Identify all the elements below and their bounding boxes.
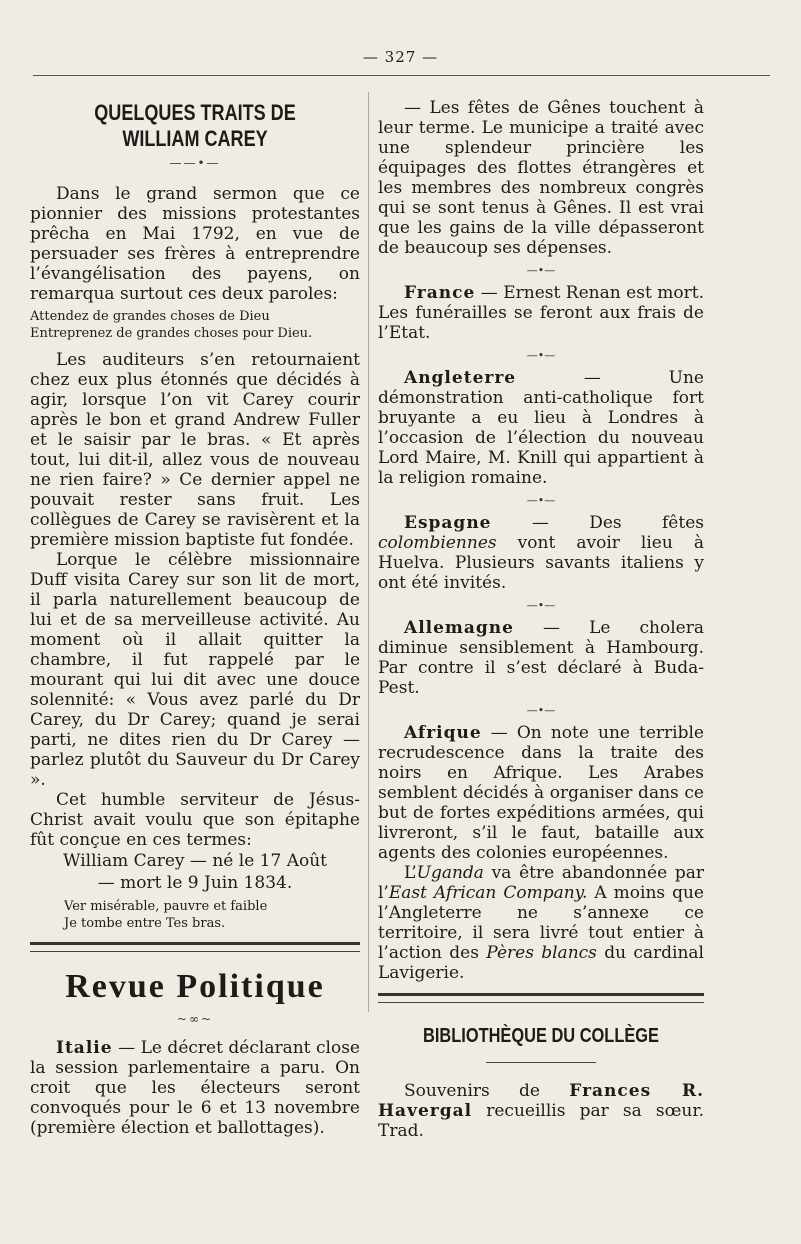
title-ornament: ——•— — [169, 156, 221, 170]
france-text: — Ernest Renan est mort. Les funérailles se feront aux frais de l’Etat. — [378, 283, 704, 343]
italie-text: — Le décret déclarant close la session parlementaire a paru. On croit que les électeurs seront convoqués pour le 6 et 13 novembre (première élection et ballottages). — [30, 1038, 360, 1138]
uganda-paragraph — [378, 863, 704, 983]
carey-paragraph-3: Lorque le célèbre missionnaire Duff visita Carey sur son lit de mort, il parla naturellement beaucoup de lui et de sa merveilleuse activité. Au moment où il allait quitter la chambre, il fut rappelé par le mourant qui lui dit avec une douce solennité: « Vous avez parlé du Dr Carey, du Dr Carey; quand je serai parti, ne dites rien du Dr Carey — parlez plutôt du Sauveur du Dr Carey ». — [30, 550, 360, 790]
news-separator: —•— — [526, 349, 556, 362]
right-column — [378, 92, 704, 1141]
news-separator: —•— — [526, 704, 556, 717]
peres-blancs-italic: Pères blancs — [486, 943, 597, 963]
news-separator: —•— — [526, 264, 556, 277]
uganda-text-2: va être abandonnée par l’ — [378, 863, 704, 903]
epitaph-line-1: William Carey — né le 17 Août — [63, 851, 327, 871]
allemagne-text: — Le cholera diminue sensiblement à Hambourg. Par contre il s’est déclaré à Buda-Pest. — [378, 618, 704, 698]
quote-line-2: Entreprenez de grandes choses pour Dieu. — [30, 326, 313, 341]
angleterre-text: — Une démonstration anti-catholique fort bruyante a eu lieu à Londres à l’occasion de l’élection du nouveau Lord Maire, M. Knill qui appartient à la religion romaine. — [378, 368, 704, 488]
italie-label: Italie — [56, 1038, 113, 1058]
uganda-italic: Uganda — [416, 863, 484, 883]
france-label: France — [404, 283, 476, 303]
afrique-label: Afrique — [404, 723, 482, 743]
angleterre-label: Angleterre — [404, 368, 517, 388]
uganda-text-1: L’ — [404, 863, 417, 883]
uganda-text-3: A moins que l’Angleterre ne s’annexe ce territoire, il sera livré tout entier à l’action des — [378, 883, 704, 963]
afrique-text: — On note une terrible recrudescence dans la traite des noirs en Afrique. Les Arabes semblent décidés à organiser dans ce but de fortes expéditions armées, qui livreront, s’il le faut, bataille aux agents des colonies européennes. — [378, 723, 704, 863]
top-rule — [33, 75, 770, 76]
france-paragraph — [378, 283, 704, 343]
left-column — [30, 92, 360, 1138]
carey-paragraph-1: Dans le grand sermon que ce pionnier des missions protestantes prêcha en Mai 1792, en vue de persuader ses frères à entreprendre l’évangélisation des payens, on remarqua surtout ces deux paroles: — [30, 184, 360, 304]
souvenirs-paragraph — [378, 1081, 704, 1141]
souvenirs-text-1: Souvenirs de — [404, 1081, 570, 1101]
carey-paragraph-4: Cet humble serviteur de Jésus-Christ avait voulu que son épitaphe fût conçue en ces termes: — [30, 790, 360, 850]
espagne-text-2: vont avoir lieu à Huelva. Plusieurs savants italiens y ont été invités. — [378, 533, 704, 593]
bibliotheque-title: BIBLIOTHÈQUE DU COLLÈGE — [422, 1025, 659, 1047]
souvenirs-text-2: recueillis par sa sœur. Trad. — [378, 1101, 704, 1141]
section-rule — [30, 942, 360, 952]
column-separator — [368, 92, 369, 1012]
espagne-italic: colombiennes — [378, 533, 497, 553]
verse-line-2: Je tombe entre Tes bras. — [64, 916, 226, 931]
revue-politique-title: Revue Politique — [65, 968, 325, 1005]
verse-line-1: Ver misérable, pauvre et faible — [64, 899, 268, 914]
news-separator: —•— — [526, 494, 556, 507]
section-rule-right — [378, 993, 704, 1003]
quote-line-1: Attendez de grandes choses de Dieu — [30, 309, 270, 324]
espagne-paragraph — [378, 513, 704, 593]
revue-ornament: ~∞~ — [176, 1012, 214, 1026]
italie-paragraph — [30, 1038, 360, 1138]
company-italic: East African Company. — [388, 883, 588, 903]
carey-title: QUELQUES TRAITS DE WILLIAM CAREY — [94, 100, 296, 151]
espagne-label: Espagne — [404, 513, 492, 533]
allemagne-paragraph — [378, 618, 704, 698]
angleterre-paragraph — [378, 368, 704, 488]
genes-paragraph: — Les fêtes de Gênes touchent à leur terme. Le municipe a traité avec une splendeur princière les équipages des flottes étrangères et les membres des nombreux congrès qui se sont tenus à Gênes. Il est vrai que les gains de la ville dépasseront de beaucoup ses dépenses. — [378, 98, 704, 258]
title-underline — [486, 1062, 596, 1063]
epitaph-line-2: — mort le 9 Juin 1834. — [97, 873, 293, 893]
espagne-text: — Des fêtes — [491, 513, 704, 533]
news-separator: —•— — [526, 599, 556, 612]
havergal-bold: Frances R. Havergal — [378, 1081, 705, 1121]
allemagne-label: Allemagne — [404, 618, 514, 638]
afrique-paragraph — [378, 723, 704, 863]
uganda-text-4: du cardinal Lavigerie. — [378, 943, 704, 983]
carey-paragraph-2: Les auditeurs s’en retournaient chez eux plus étonnés que décidés à agir, lorsque l’on vit Carey courir après le bon et grand Andrew Fuller et le saisir par le bras. « Et après tout, lui dit-il, allez vous de nouveau ne rien faire? » Ce dernier appel ne pouvait rester sans fruit. Les collègues de Carey se ravisèrent et la première mission baptiste fut fondée. — [30, 350, 360, 550]
page-number: — 327 — — [362, 48, 439, 66]
